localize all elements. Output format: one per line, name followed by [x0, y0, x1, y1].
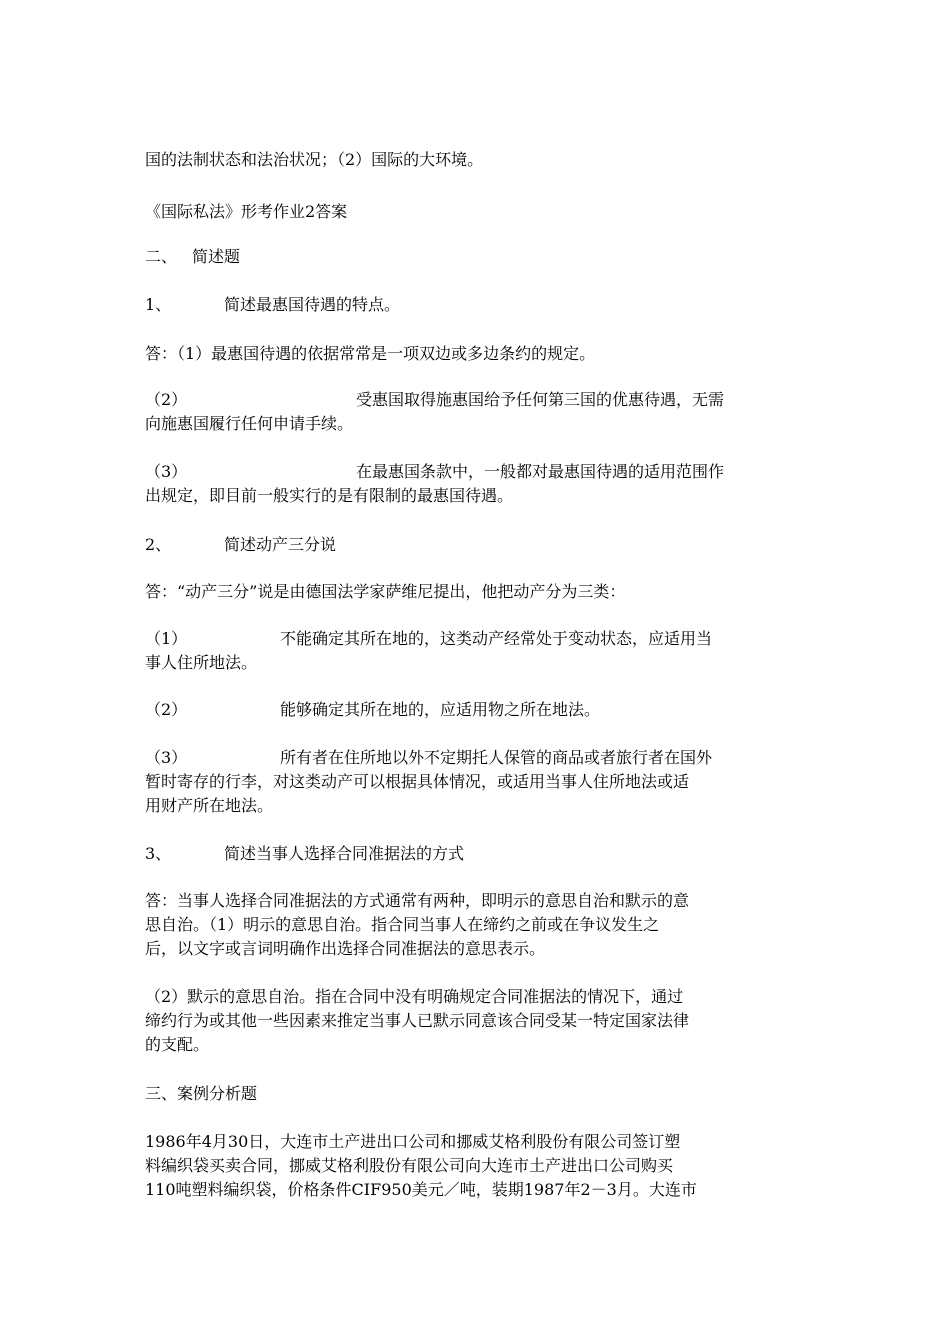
list-text-continuation: 出规定，即目前一般实行的是有限制的最惠国待遇。	[145, 486, 514, 505]
question-title: 简述当事人选择合同准据法的方式	[224, 844, 465, 863]
case-text-line: 1986年4月30日，大连市土产进出口公司和挪威艾格利股份有限公司签订塑	[145, 1132, 681, 1151]
list-text-continuation: 事人住所地法。	[145, 653, 258, 672]
list-text: 受惠国取得施惠国给予任何第三国的优惠待遇，无需	[356, 390, 725, 409]
section-title: 简述题	[192, 247, 241, 266]
list-number: （2）	[145, 390, 188, 409]
list-number: （2）	[145, 700, 188, 719]
list-text: 所有者在住所地以外不定期托人保管的商品或者旅行者在国外	[280, 748, 713, 767]
section-title: 三、案例分析题	[145, 1084, 258, 1103]
question-title: 简述动产三分说	[224, 535, 337, 554]
case-text-line: 110吨塑料编织袋，价格条件CIF950美元／吨，装期1987年2－3月。大连市	[145, 1180, 697, 1199]
assignment-title: 《国际私法》形考作业2答案	[145, 202, 348, 221]
case-text-line: 料编织袋买卖合同，挪威艾格利股份有限公司向大连市土产进出口公司购买	[145, 1156, 674, 1175]
answer-line: 答：当事人选择合同准据法的方式通常有两种，即明示的意思自治和默示的意	[145, 891, 690, 910]
answer-line: 的支配。	[145, 1035, 210, 1054]
list-text: 在最惠国条款中，一般都对最惠国待遇的适用范围作	[356, 462, 725, 481]
list-number: （3）	[145, 462, 188, 481]
list-text-continuation: 向施惠国履行任何申请手续。	[145, 414, 354, 433]
answer-line: 缔约行为或其他一些因素来推定当事人已默示同意该合同受某一特定国家法律	[145, 1011, 690, 1030]
question-number: 3、	[145, 844, 172, 863]
question-number: 1、	[145, 295, 172, 314]
answer-line: 思自治。（1）明示的意思自治。指合同当事人在缔约之前或在争议发生之	[145, 915, 660, 934]
list-text-continuation: 暂时寄存的行李，对这类动产可以根据具体情况，或适用当事人住所地法或适	[145, 772, 690, 791]
answer-line: （2）默示的意思自治。指在合同中没有明确规定合同准据法的情况下，通过	[145, 987, 684, 1006]
answer-line: 答：“动产三分”说是由德国法学家萨维尼提出，他把动产分为三类：	[145, 582, 626, 601]
answer-line: 后，以文字或言词明确作出选择合同准据法的意思表示。	[145, 939, 546, 958]
list-text-continuation: 用财产所在地法。	[145, 796, 274, 815]
question-number: 2、	[145, 535, 172, 554]
question-title: 简述最惠国待遇的特点。	[224, 295, 401, 314]
list-text: 能够确定其所在地的，应适用物之所在地法。	[280, 700, 601, 719]
list-number: （1）	[145, 629, 188, 648]
list-text: 不能确定其所在地的，这类动产经常处于变动状态，应适用当	[280, 629, 713, 648]
section-number: 二、	[145, 247, 178, 266]
answer-line: 答：（1）最惠国待遇的依据常常是一项双边或多边条约的规定。	[145, 344, 596, 363]
paragraph-continuation: 国的法制状态和法治状况；（2）国际的大环境。	[145, 150, 484, 169]
list-number: （3）	[145, 748, 188, 767]
